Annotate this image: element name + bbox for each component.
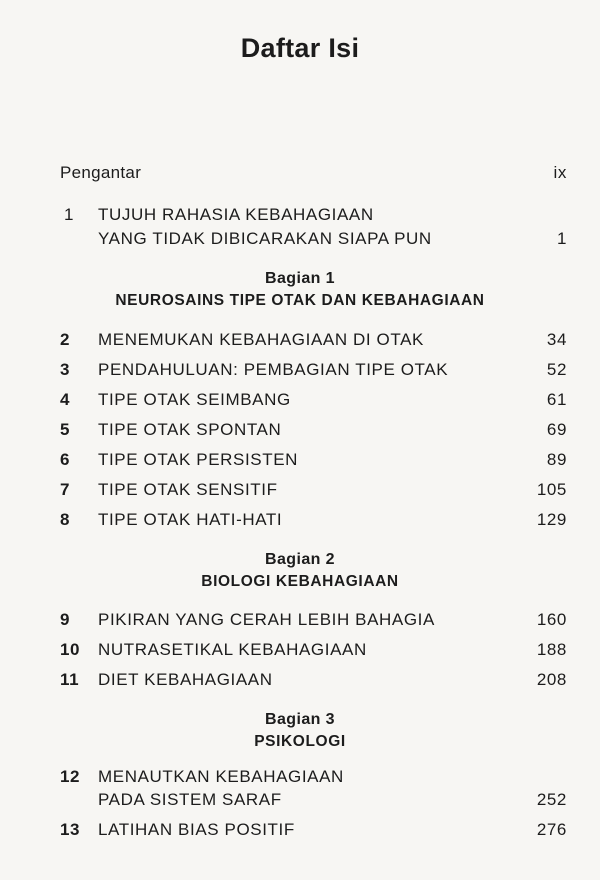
- toc-entry-page: 69: [546, 420, 567, 439]
- toc-entry-label: PIKIRAN YANG CERAH LEBIH BAHAGIA: [98, 610, 435, 629]
- toc-entry-label: TIPE OTAK SENSITIF: [98, 480, 278, 499]
- chapter-number: 11: [60, 670, 80, 689]
- toc-entry-label: TIPE OTAK HATI-HATI: [98, 510, 283, 529]
- section-title-part-1: NEUROSAINS TIPE OTAK DAN KEBAHAGIAAN: [115, 292, 485, 309]
- toc-entry-label: PENDAHULUAN: PEMBAGIAN TIPE OTAK: [98, 360, 449, 379]
- toc-entry-page: 188: [536, 640, 567, 659]
- toc-entry-label: MENAUTKAN KEBAHAGIAAN: [98, 767, 344, 786]
- toc-entry-page: 160: [536, 610, 567, 629]
- toc-entry-page: 52: [546, 360, 567, 379]
- chapter-number: 9: [60, 610, 71, 629]
- chapter-number: 10: [60, 640, 81, 659]
- chapter-number: 12: [60, 767, 81, 786]
- toc-entry-label: LATIHAN BIAS POSITIF: [98, 820, 295, 839]
- chapter-number: 6: [60, 450, 71, 469]
- section-heading-part-1: Bagian 1: [265, 270, 335, 287]
- toc-entry-page: ix: [553, 163, 567, 182]
- page-title: Daftar Isi: [240, 33, 360, 63]
- section-title-part-3: PSIKOLOGI: [254, 733, 346, 750]
- toc-entry-page: 34: [546, 330, 567, 349]
- toc-entry-page: 276: [536, 820, 567, 839]
- chapter-number: 8: [60, 510, 71, 529]
- toc-entry-label: Pengantar: [60, 163, 142, 182]
- section-heading-part-2: Bagian 2: [265, 551, 335, 568]
- toc-entry-label: TIPE OTAK PERSISTEN: [98, 450, 299, 469]
- toc-entry-page: 208: [536, 670, 567, 689]
- toc-entry-label: MENEMUKAN KEBAHAGIAAN DI OTAK: [98, 330, 424, 349]
- toc-entry-label: TIPE OTAK SPONTAN: [98, 420, 282, 439]
- toc-entry-label: TIPE OTAK SEIMBANG: [98, 390, 291, 409]
- section-heading-part-3: Bagian 3: [265, 711, 335, 728]
- toc-entry-page: 129: [536, 510, 567, 529]
- toc-entry-page: 1: [556, 229, 567, 248]
- toc-entry-page: 61: [546, 390, 567, 409]
- chapter-number: 1: [64, 205, 75, 224]
- section-title-part-2: BIOLOGI KEBAHAGIAAN: [201, 573, 399, 590]
- toc-entry-label: NUTRASETIKAL KEBAHAGIAAN: [98, 640, 367, 659]
- chapter-number: 3: [60, 360, 71, 379]
- toc-entry-label: PADA SISTEM SARAF: [98, 790, 282, 809]
- chapter-number: 5: [60, 420, 71, 439]
- toc-entry-page: 105: [536, 480, 567, 499]
- toc-entry-label: TUJUH RAHASIA KEBAHAGIAAN: [98, 205, 374, 224]
- toc-entry-page: 89: [546, 450, 567, 469]
- toc-entry-page: 252: [536, 790, 567, 809]
- toc-entry-label: YANG TIDAK DIBICARAKAN SIAPA PUN: [98, 229, 432, 248]
- toc-entry-label: DIET KEBAHAGIAAN: [98, 670, 273, 689]
- chapter-number: 7: [60, 480, 71, 499]
- chapter-number: 4: [60, 390, 71, 409]
- chapter-number: 2: [60, 330, 71, 349]
- chapter-number: 13: [60, 820, 81, 839]
